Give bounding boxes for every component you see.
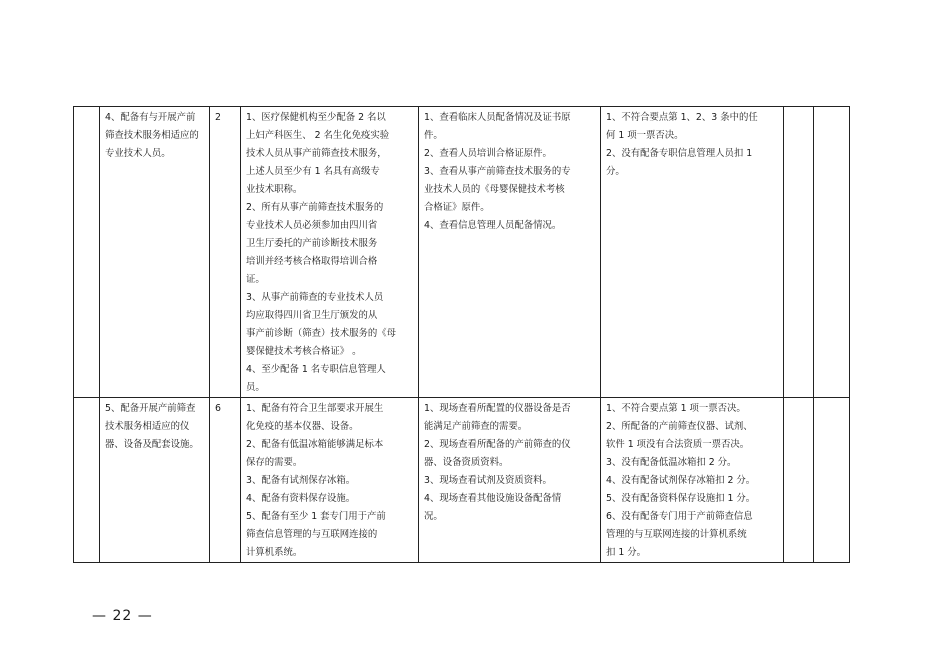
cell-line: 保存的需要。 <box>246 457 303 468</box>
cell-line: 器、设备资质资料。 <box>424 457 509 468</box>
cell-line: 技术人员从事产前筛查技术服务， <box>246 148 387 159</box>
cell-line: 软件 1 项没有合法资质一票否决。 <box>606 439 750 450</box>
item-cell <box>100 107 210 398</box>
methods-cell <box>419 107 601 398</box>
cell-line: 3、没有配备低温冰箱扣 2 分。 <box>606 457 737 468</box>
category-cell <box>74 398 100 563</box>
item-text: 4、配备有与开展产前筛查技术服务相适应的专业技术人员。 <box>105 112 199 159</box>
cell-line: 况。 <box>424 511 443 522</box>
score-cell <box>210 398 241 563</box>
cell-line: 3、查看从事产前筛查技术服务的专 <box>424 166 571 177</box>
cell-line: 4、至少配备 1 名专职信息管理人 <box>246 364 386 375</box>
cell-line: 上妇产科医生、 2 名生化免疫实验 <box>246 130 390 141</box>
self-score-cell <box>784 398 814 563</box>
cell-line: 证。 <box>246 274 265 285</box>
page-number: — 22 — <box>92 608 153 624</box>
cell-line: 3、现场查看试剂及资质资料。 <box>424 475 552 486</box>
cell-line: 3、配备有试剂保存冰箱。 <box>246 475 356 486</box>
cell-line: 计算机系统。 <box>246 547 303 558</box>
cell-line: 筛查信息管理的与互联网连接的 <box>246 529 378 540</box>
item-text: 5、配备开展产前筛查技术服务相适应的仪器、设备及配套设施。 <box>105 403 199 450</box>
cell-line: 1、不符合要点第 1 项一票否决。 <box>606 403 746 414</box>
cell-line: 分。 <box>606 166 625 177</box>
cell-line: 2、查看人员培训合格证原件。 <box>424 148 552 159</box>
remarks-cell <box>814 398 850 563</box>
cell-line: 4、没有配备试剂保存冰箱扣 2 分。 <box>606 475 756 486</box>
category-cell <box>74 107 100 398</box>
cell-line: 培训并经考核合格取得培训合格 <box>246 256 378 267</box>
scoring-cell <box>601 398 784 563</box>
cell-line: 2、配备有低温冰箱能够满足标本 <box>246 439 384 450</box>
self-score-cell <box>784 107 814 398</box>
cell-line: 5、配备有至少 1 套专门用于产前 <box>246 511 386 522</box>
cell-line: 员。 <box>246 382 265 393</box>
requirements-cell <box>241 107 419 398</box>
cell-line: 业技术人员的《母婴保健技术考核 <box>424 184 565 195</box>
cell-line: 能满足产前筛查的需要。 <box>424 421 528 432</box>
cell-line: 1、不符合要点第 1、2、3 条中的任 <box>606 112 758 123</box>
scoring-cell <box>601 107 784 398</box>
cell-line: 1、配备有符合卫生部要求开展生 <box>246 403 384 414</box>
cell-line: 4、现场查看其他设施设备配备情 <box>424 493 562 504</box>
score-cell <box>210 107 241 398</box>
cell-line: 化免疫的基本仪器、设备。 <box>246 421 359 432</box>
cell-line: 5、没有配备资料保存设施扣 1 分。 <box>606 493 756 504</box>
cell-line: 均应取得四川省卫生厅颁发的从 <box>246 310 378 321</box>
cell-line: 管理的与互联网连接的计算机系统 <box>606 529 747 540</box>
cell-line: 1、医疗保健机构至少配备 2 名以 <box>246 112 386 123</box>
score-value: 2 <box>215 112 221 123</box>
cell-line: 上述人员至少有 1 名具有高级专 <box>246 166 380 177</box>
cell-line: 专业技术人员必须参加由四川省 <box>246 220 378 231</box>
cell-line: 3、从事产前筛查的专业技术人员 <box>246 292 384 303</box>
evaluation-table <box>73 106 850 563</box>
cell-line: 6、没有配备专门用于产前筛查信息 <box>606 511 753 522</box>
cell-line: 2、现场查看所配备的产前筛查的仪 <box>424 439 571 450</box>
cell-line: 1、现场查看所配置的仪器设备是否 <box>424 403 571 414</box>
cell-line: 合格证》原件。 <box>424 202 490 213</box>
cell-line: 事产前诊断（筛查）技术服务的《母 <box>246 328 397 339</box>
cell-line: 卫生厅委托的产前诊断技术服务 <box>246 238 378 249</box>
cell-line: 件。 <box>424 130 443 141</box>
cell-line: 何 1 项一票否决。 <box>606 130 684 141</box>
table-row <box>74 398 850 563</box>
item-cell <box>100 398 210 563</box>
table-row <box>74 107 850 398</box>
cell-line: 1、查看临床人员配备情况及证书原 <box>424 112 571 123</box>
cell-line: 4、配备有资料保存设施。 <box>246 493 356 504</box>
cell-line: 4、查看信息管理人员配备情况。 <box>424 220 562 231</box>
cell-line: 扣 1 分。 <box>606 547 647 558</box>
requirements-cell <box>241 398 419 563</box>
score-value: 6 <box>215 403 221 414</box>
cell-line: 业技术职称。 <box>246 184 303 195</box>
remarks-cell <box>814 107 850 398</box>
cell-line: 2、没有配备专职信息管理人员扣 1 <box>606 148 753 159</box>
cell-line: 婴保健技术考核合格证》 。 <box>246 346 362 357</box>
methods-cell <box>419 398 601 563</box>
cell-line: 2、所有从事产前筛查技术服务的 <box>246 202 384 213</box>
cell-line: 2、所配备的产前筛查仪器、试剂、 <box>606 421 753 432</box>
